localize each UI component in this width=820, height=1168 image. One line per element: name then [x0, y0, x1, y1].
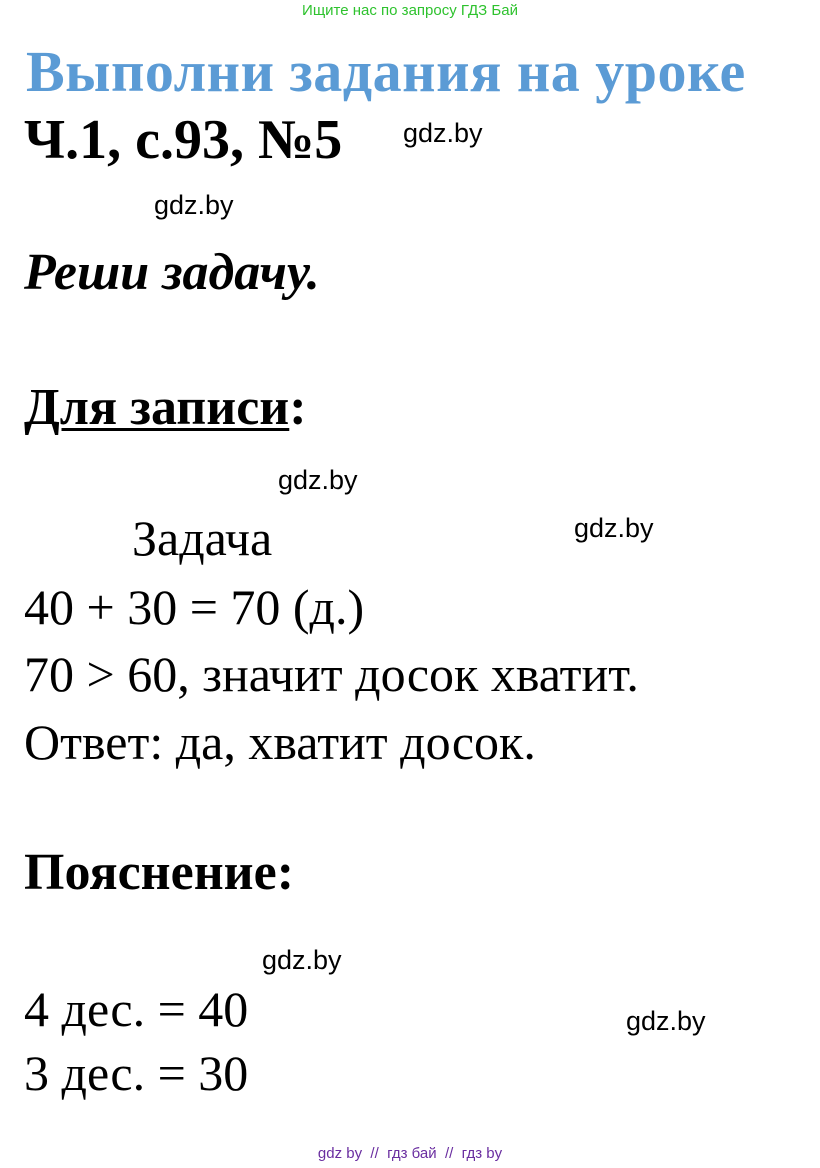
- page-title: Выполни задания на уроке: [26, 39, 746, 104]
- watermark: gdz.by: [154, 190, 234, 220]
- solution-line: 40 + 30 = 70 (д.): [24, 579, 365, 635]
- record-heading-colon: :: [289, 379, 307, 436]
- record-heading-label: Для записи: [24, 379, 290, 436]
- record-heading: [24, 378, 307, 437]
- top-search-hint: Ищите нас по запросу ГДЗ Бай: [302, 2, 518, 19]
- watermark: gdz.by: [278, 465, 358, 495]
- instruction: Реши задачу.: [24, 244, 320, 301]
- watermark: gdz.by: [403, 118, 483, 148]
- watermark: gdz.by: [574, 513, 654, 543]
- watermark: gdz.by: [626, 1006, 706, 1036]
- explanation-line: 3 дес. = 30: [24, 1045, 249, 1101]
- footer-links: gdz by // гдз бай // гдз by: [317, 1145, 503, 1162]
- solution-line: 70 > 60, значит досок хватит.: [24, 646, 639, 702]
- watermark: gdz.by: [262, 945, 342, 975]
- task-reference: Ч.1, с.93, №5: [24, 109, 343, 171]
- solution-title: Задача: [132, 510, 273, 566]
- explanation-heading: Пояснение:: [24, 844, 295, 901]
- explanation-line: 4 дес. = 40: [24, 981, 249, 1037]
- solution-answer: Ответ: да, хватит досок.: [24, 714, 536, 770]
